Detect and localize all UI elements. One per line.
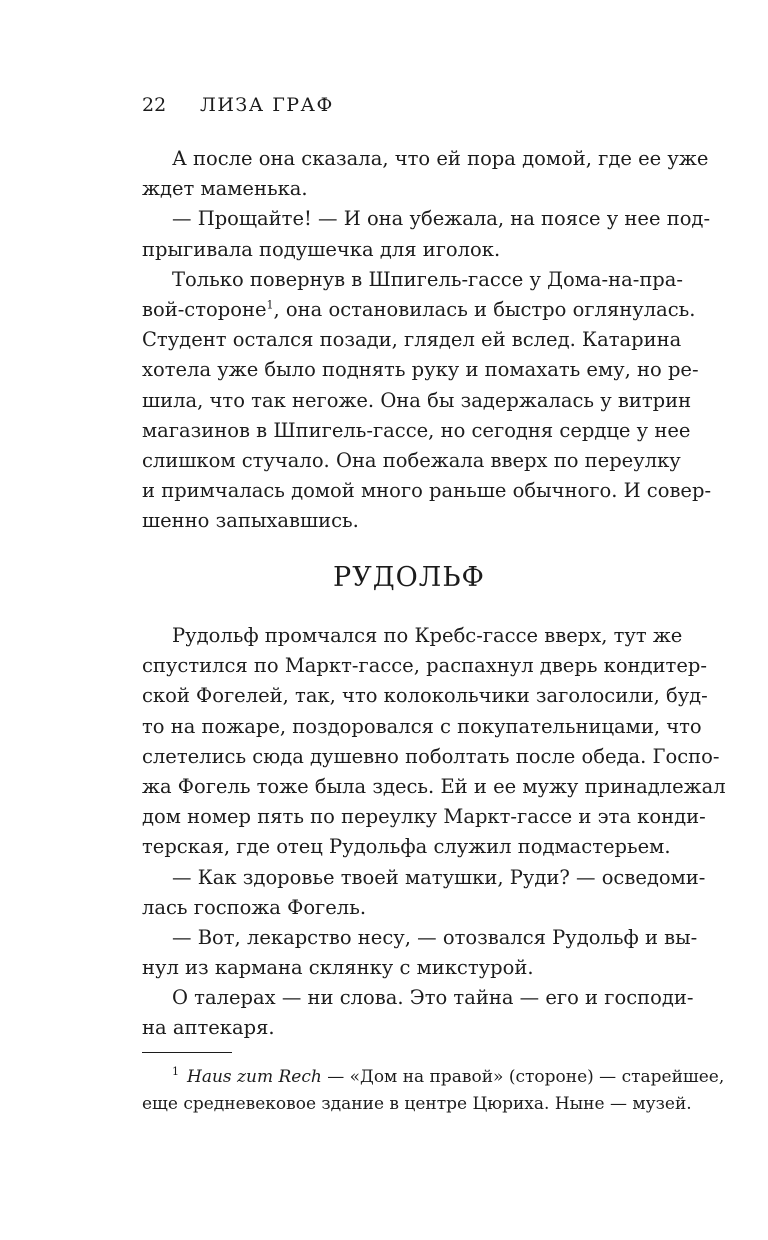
running-header (142, 94, 334, 116)
text-line: Только повернув в Шпигель-гассе у Дома-на-пра- (172, 267, 684, 291)
text-line-with-footnote (142, 295, 696, 325)
text-line: магазинов в Шпигель-гассе, но сегодня сердце у нее (142, 418, 691, 442)
text-line: то на пожаре, поздоровался с покупательницами, что (142, 714, 702, 738)
text-line: ждет маменька. (142, 177, 308, 201)
text-line: терская, где отец Рудольфа служил подмастерьем. (142, 835, 671, 859)
text-line: — Вот, лекарство несу, — отозвался Рудольф и вы- (172, 925, 698, 949)
text-line: — Прощайте! — И она убежала, на поясе у нее под- (172, 207, 711, 231)
text-line: — Как здоровье твоей матушки, Руди? — осведоми- (172, 865, 706, 889)
text-line: Студент остался позади, глядел ей вслед. Катарина (142, 328, 682, 352)
running-author: ЛИЗА ГРАФ (200, 94, 334, 116)
text-fragment: вой-стороне (142, 297, 267, 321)
footnote-divider (142, 1052, 232, 1053)
footnote-line: еще средневековое здание в центре Цюриха. Ныне — музей. (142, 1094, 692, 1114)
text-block-second (142, 621, 726, 1044)
text-line: слетелись сюда душевно поболтать после обеда. Госпо- (142, 744, 720, 768)
text-block-first (142, 144, 712, 536)
text-line: шила, что так негоже. Она бы задержалась у витрин (142, 388, 692, 412)
text-line: на аптекаря. (142, 1016, 275, 1040)
text-line: ской Фогелей, так, что колокольчики заголосили, буд- (142, 684, 708, 708)
text-line: лась госпожа Фогель. (142, 895, 367, 919)
footnote-line (142, 1064, 725, 1091)
text-line: шенно запыхавшись. (142, 509, 359, 533)
footnote-term: Haus zum Rech (187, 1067, 322, 1087)
text-line: нул из кармана склянку с микстурой. (142, 956, 534, 980)
text-line: О талерах — ни слова. Это тайна — его и господи- (172, 986, 694, 1010)
text-line: Рудольф промчался по Кребс-гассе вверх, тут же (172, 624, 683, 647)
page-number: 22 (142, 94, 167, 116)
text-line: А после она сказала, что ей пора домой, где ее уже (172, 147, 709, 170)
text-line: слишком стучало. Она побежала вверх по переулку (142, 448, 681, 472)
footnote-number: 1 (172, 1065, 179, 1079)
footnote-text: — «Дом на правой» (стороне) — старейшее, (321, 1067, 725, 1087)
text-line: дом номер пять по переулку Маркт-гассе и эта конди- (142, 805, 706, 829)
footnote (142, 1064, 725, 1118)
text-line: хотела уже было поднять руку и помахать ему, но ре- (142, 358, 699, 382)
text-fragment: , она остановилась и быстро оглянулась. (273, 297, 696, 321)
text-line: жа Фогель тоже была здесь. Ей и ее мужу принадлежал (142, 774, 726, 798)
footnote-reference: 1 (266, 298, 274, 312)
text-line: спустился по Маркт-гассе, распахнул дверь кондитер- (142, 654, 707, 678)
text-line: прыгивала подушечка для иголок. (142, 237, 501, 261)
text-line: и примчалась домой много раньше обычного. И совер- (142, 479, 712, 503)
chapter-title: РУДОЛЬФ (333, 562, 485, 593)
